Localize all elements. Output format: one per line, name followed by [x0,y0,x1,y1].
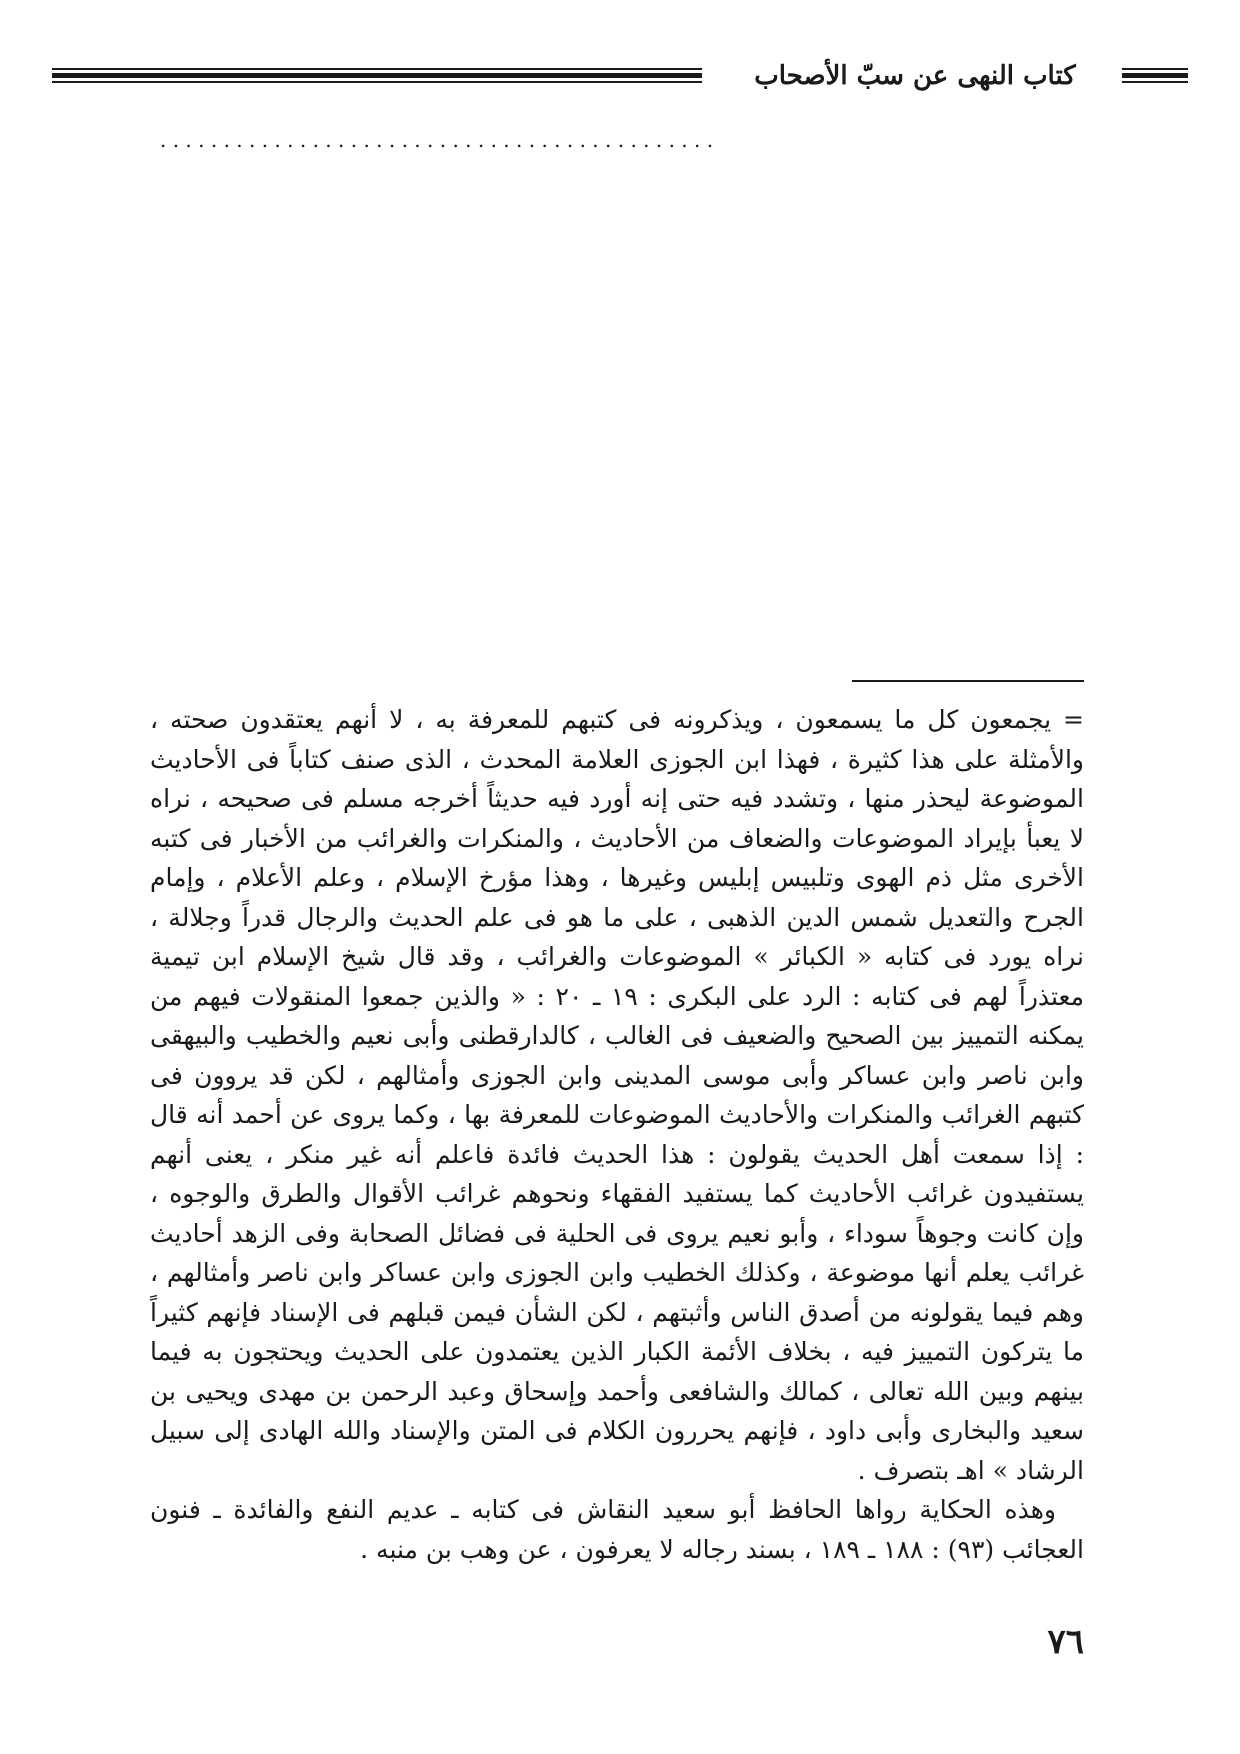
header-rule-thin-top [1122,68,1188,70]
header-rule-right [1122,68,1188,84]
footnote-block [150,700,1084,1569]
header-rule-left [52,68,702,84]
dotted-separator: . . . . . . . . . . . . . . . . . . . . . . . . . . . . . . . . . . . . . . . . . . . . [160,128,714,152]
footnote-separator-rule [852,680,1084,682]
book-title: كتاب النهى عن سبّ الأصحاب [754,61,1076,91]
page-number: ٧٦ [1047,1622,1084,1662]
header-rule-thick [52,73,702,78]
footnote-paragraph: = يجمعون كل ما يسمعون ، ويذكرونه فى كتبهم للمعرفة به ، لا أنهم يعتقدون صحته ، والأمثلة على هذا كثيرة ، فهذا ابن الجوزى العلامة المحدث ، الذى صنف كتاباً فى الأحاديث الموضوعة ليحذر منها ، وتشدد فيه حتى إنه أورد فيه حديثاً أخرجه مسلم فى صحيحه ، نراه لا يعبأ بإيراد الموضوعات والضعاف من الأحاديث ، والمنكرات والغرائب من الأخبار فى كتبه الأخرى مثل ذم الهوى وتلبيس إبليس وغيرها ، وهذا مؤرخ الإسلام ، وعلم الأعلام ، وإمام الجرح والتعديل شمس الدين الذهبى ، على ما هو فى علم الحديث والرجال قدراً وجلالة ، نراه يورد فى كتابه « الكبائر » الموضوعات والغرائب ، وقد قال شيخ الإسلام ابن تيمية معتذراً لهم فى كتابه : الرد على البكرى : ١٩ ـ ٢٠ : « والذين جمعوا المنقولات فيهم من يمكنه التمييز بين الصحيح والضعيف فى الغالب ، كالدارقطنى وأبى نعيم والخطيب والبيهقى وابن ناصر وابن عساكر وأبى موسى المدينى وابن الجوزى وأمثالهم ، لكن قد يروون فى كتبهم الغرائب والمنكرات والأحاديث الموضوعات للمعرفة بها ، وكما يروى عن أحمد أنه قال : إذا سمعت أهل الحديث يقولون : هذا الحديث فائدة فاعلم أنه غير منكر ، يعنى أنهم يستفيدون غرائب الأحاديث كما يستفيد الفقهاء ونحوهم غرائب الأقوال والطرق والوجوه ، وإن كانت وجوهاً سوداء ، وأبو نعيم يروى فى الحلية فى فضائل الصحابة وفى الزهد أحاديث غرائب يعلم أنها موضوعة ، وكذلك الخطيب وابن الجوزى وابن عساكر وابن ناصر وأمثالهم ، وهم فيما يقولونه من أصدق الناس وأثبتهم ، لكن الشأن فيمن قبلهم فى الإسناد فإنهم كثيراً ما يتركون التمييز فيه ، بخلاف الأئمة الكبار الذين يعتمدون على الحديث ويحتجون به فيما بينهم وبين الله تعالى ، كمالك والشافعى وأحمد وإسحاق وعبد الرحمن بن مهدى ويحيى بن سعيد والبخارى وأبى داود ، فإنهم يحررون الكلام فى المتن والإسناد والله الهادى إلى سبيل الرشاد » اهـ بتصرف . [150,705,1085,1485]
running-header [52,56,1188,96]
header-rule-thin-bottom [1122,81,1188,83]
header-rule-thick [1122,73,1188,78]
footnote-paragraph: وهذه الحكاية رواها الحافظ أبو سعيد النقاش فى كتابه ـ عديم النفع والفائدة ـ فنون العجائب (٩٣) : ١٨٨ ـ ١٨٩ ، بسند رجاله لا يعرفون ، عن وهب بن منبه . [150,1495,1084,1564]
header-rule-thin-top [52,68,702,70]
header-rule-thin-bottom [52,81,702,83]
